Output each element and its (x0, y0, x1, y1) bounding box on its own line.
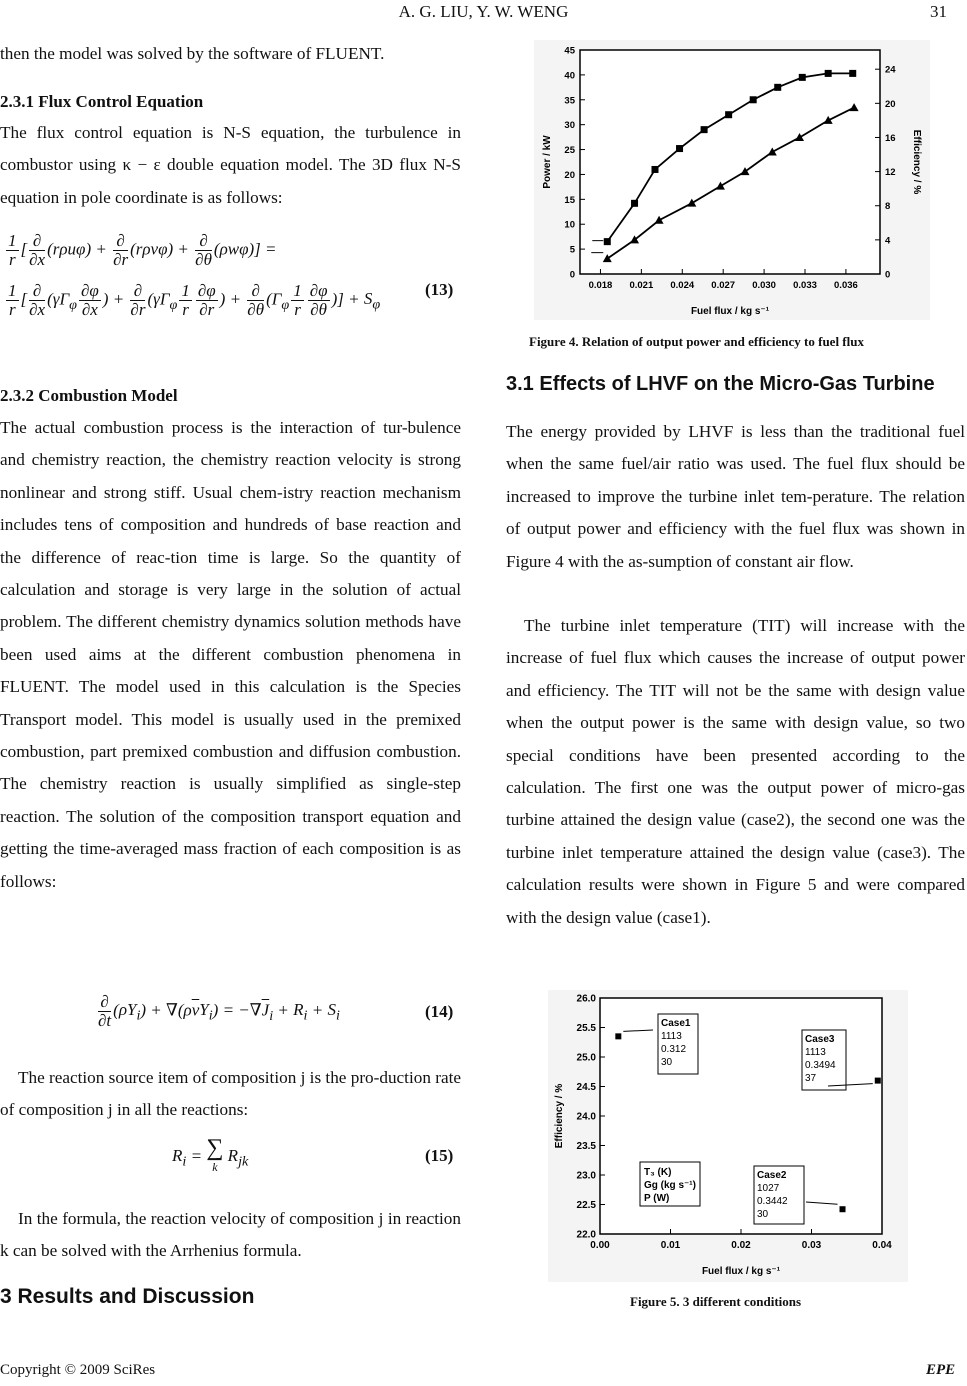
section-3-1-paragraph-1: The energy provided by LHVF is less than the traditional fuel when the same fuel/air ratio was used. The fuel flux should be increased to improve the turbine inlet tem-perature. The relation of output power and efficiency with the fuel flux was shown in Figure 4 with the as-sumption of constant air flow. (506, 422, 965, 571)
equation-13-number: (13) (425, 280, 454, 299)
y-tick-label: 35 (564, 95, 575, 107)
footer-copyright: Copyright © 2009 SciRes (0, 1362, 156, 1378)
square-marker (774, 84, 781, 91)
point-case1 (615, 1033, 621, 1039)
equation-14-number: (14) (425, 1002, 454, 1021)
square-marker (604, 238, 611, 245)
y2-tick-label: 16 (885, 132, 896, 144)
x-tick-label: 0.018 (588, 280, 613, 291)
y-tick-label: 25.0 (576, 1052, 596, 1064)
section-2-3-1-title: 2.3.1 Flux Control Equation (0, 92, 204, 111)
section-2-3-2-text: The actual combustion process is the interaction of tur-bulence and chemistry reaction, the chemistry reaction velocity is strong nonlinear and strong stiff. Usual chem-istry reaction mechanism includes tens of composition and hundreds of base reaction and the difference of reac-tion time is large. So the quantity of calculation and storage is very large in the solution of actual problem. The different chemistry dynamics solution methods have been used aims at the different combustion phenomena in FLUENT. The model used in this calculation is the Species Transport model. This model is usually used in the premixed combustion, part premixed combustion and diffusion combustion. The chemistry reaction is usually simplified as single-step reaction. The solution of the composition transport equation and getting the time-averaged mass fraction of each composition is as follows: (0, 418, 461, 891)
equation-13: $\frac{1}{r}$ [ $\frac{\partial}{\partial x}$ (rρuφ) + $\frac{\partial}{\partial r}$ (rρvφ) + $\frac{\partial}{\partial\theta}$ (ρwφ)] = $\frac{1}{r}$ [ $\frac{\partial}{\partial x}$ ($\gamma\Gamma_\varphi$ $\frac{\partial\varphi}{\partial x}$ ) + $\frac{\partial}{\partial r}$ ($\gamma\Gamma_\varphi$ $\frac{1}{r}$ $\frac{\partial\varphi}{\partial r}$ ) + $\frac{\partial}{\partial\theta}$ ($\Gamma_\varphi$ $\frac{1}{r}$ $\frac{\partial\varphi}{\partial\theta}$ )] + $S_\varphi$ (8, 231, 381, 319)
y2-tick-label: 4 (885, 235, 891, 247)
section-3-title: 3 Results and Discussion (0, 1285, 255, 1308)
square-marker (799, 74, 806, 81)
y-tick-label: 25 (564, 145, 575, 157)
square-marker (725, 111, 732, 118)
x-tick-label: 0.01 (660, 1240, 681, 1251)
after-14-text: The reaction source item of composition j is the pro-duction rate of composition j in all the reactions: (0, 1068, 461, 1120)
legend-line: T₃ (K) (644, 1167, 672, 1178)
x-axis-label: Fuel flux / kg s⁻¹ (690, 306, 770, 317)
section-2-3-1-text: The flux control equation is N-S equation, the turbulence in combustor using κ − ε double equation model. The 3D flux N-S equation in pole coordinate is as follows: (0, 123, 461, 207)
annotation-line: 30 (661, 1057, 673, 1068)
after-15-text: In the formula, the reaction velocity of composition j in reaction k can be solved with the Arrhenius formula. (0, 1209, 461, 1261)
equation-15: $R_i$ = ∑ k $R_{jk}$ (172, 1135, 249, 1174)
y-tick-label: 24.5 (576, 1082, 596, 1093)
annotation-line: 30 (757, 1209, 769, 1220)
square-marker (652, 166, 659, 173)
annotation-line: 0.3494 (805, 1060, 836, 1071)
intro-line: then the model was solved by the software of FLUENT. (0, 44, 385, 63)
y-tick-label: 5 (569, 244, 575, 256)
y-tick-label: 40 (564, 70, 575, 82)
figure-4-caption: Figure 4. Relation of output power and efficiency to fuel flux (529, 334, 864, 349)
y2-tick-label: 0 (885, 269, 891, 281)
section-3-1-title: 3.1 Effects of LHVF on the Micro-Gas Turbine (506, 373, 935, 395)
x-tick-label: 0.02 (731, 1240, 751, 1251)
footer-journal: EPE (926, 1362, 956, 1378)
y-axis-label: Power / kW (542, 135, 553, 189)
page-number: 31 (930, 2, 947, 21)
running-header: A. G. LIU, Y. W. WENG (398, 2, 569, 21)
y-tick-label: 26.0 (576, 993, 596, 1005)
annotation-line: 37 (805, 1073, 817, 1084)
x-tick-label: 0.00 (590, 1240, 610, 1251)
square-marker (631, 200, 638, 207)
legend-line: P (W) (644, 1193, 670, 1204)
point-case3 (875, 1078, 881, 1084)
y-axis-label: Efficiency / % (554, 1083, 565, 1149)
annotation-line: Case1 (661, 1018, 691, 1029)
y-tick-label: 15 (564, 194, 575, 206)
x-tick-label: 0.021 (629, 280, 654, 291)
plot-frame (580, 50, 880, 274)
x-tick-label: 0.04 (872, 1240, 892, 1251)
figure-5-chart (548, 990, 908, 1282)
x-tick-label: 0.03 (801, 1240, 822, 1251)
y2-tick-label: 20 (885, 98, 896, 110)
equation-15-number: (15) (425, 1146, 454, 1165)
square-marker (750, 96, 757, 103)
y-tick-label: 30 (564, 120, 575, 132)
y-tick-label: 24.0 (576, 1111, 596, 1123)
y2-tick-label: 24 (885, 64, 896, 76)
annotation-line: Case3 (805, 1034, 835, 1045)
y-tick-label: 20 (564, 169, 575, 181)
y-tick-label: 22.0 (576, 1229, 596, 1241)
y-tick-label: 23.5 (576, 1141, 596, 1152)
y2-tick-label: 12 (885, 167, 896, 179)
square-marker (825, 70, 832, 77)
equation-14: $\frac{\partial}{\partial t}$ $(\rho Y_i) + \nabla(\rho\overline{v}Y_i) = -\nabla\overline{J}_i + R_i + S_i$ (98, 992, 340, 1030)
y-tick-label: 22.5 (576, 1200, 596, 1211)
y2-tick-label: 8 (885, 201, 891, 213)
annotation-line: 0.312 (661, 1044, 687, 1055)
y-tick-label: 0 (569, 269, 575, 281)
y-tick-label: 25.5 (576, 1023, 596, 1034)
section-3-1-paragraph-2: The turbine inlet temperature (TIT) will increase with the increase of fuel flux which causes the increase of output power and efficiency. The TIT will not be the same with design value when the output power is the same with design value, so two special conditions have been presented according to the calculation. The first one was the output power of micro-gas turbine attained the design value (case2), the second one was the turbine inlet temperature attained the design value (case3). The calculation results were shown in Figure 5 and were compared with the design value (case1). (506, 616, 965, 927)
x-tick-label: 0.027 (711, 280, 736, 291)
annotation-line: 1113 (805, 1047, 826, 1058)
x-axis-label: Fuel flux / kg s⁻¹ (701, 1266, 781, 1277)
figure-4-chart (534, 40, 930, 320)
square-marker (849, 70, 856, 77)
point-case2 (840, 1206, 846, 1212)
y-tick-label: 10 (564, 219, 575, 231)
annotation-line: Case2 (757, 1170, 787, 1181)
square-marker (676, 145, 683, 152)
x-tick-label: 0.024 (670, 280, 695, 291)
legend-line: Gg (kg s⁻¹) (644, 1180, 696, 1191)
y2-axis-label: Efficiency / % (911, 129, 922, 195)
figure-5-caption: Figure 5. 3 different conditions (630, 1294, 802, 1309)
section-2-3-2-title: 2.3.2 Combustion Model (0, 386, 178, 405)
y-tick-label: 45 (564, 45, 575, 57)
annotation-line: 1113 (661, 1031, 682, 1042)
y-tick-label: 23.0 (576, 1170, 596, 1182)
square-marker (701, 126, 708, 133)
annotation-line: 0.3442 (757, 1196, 788, 1207)
annotation-line: 1027 (757, 1183, 780, 1194)
x-tick-label: 0.033 (793, 280, 817, 291)
x-tick-label: 0.036 (834, 280, 858, 291)
x-tick-label: 0.030 (752, 280, 776, 291)
